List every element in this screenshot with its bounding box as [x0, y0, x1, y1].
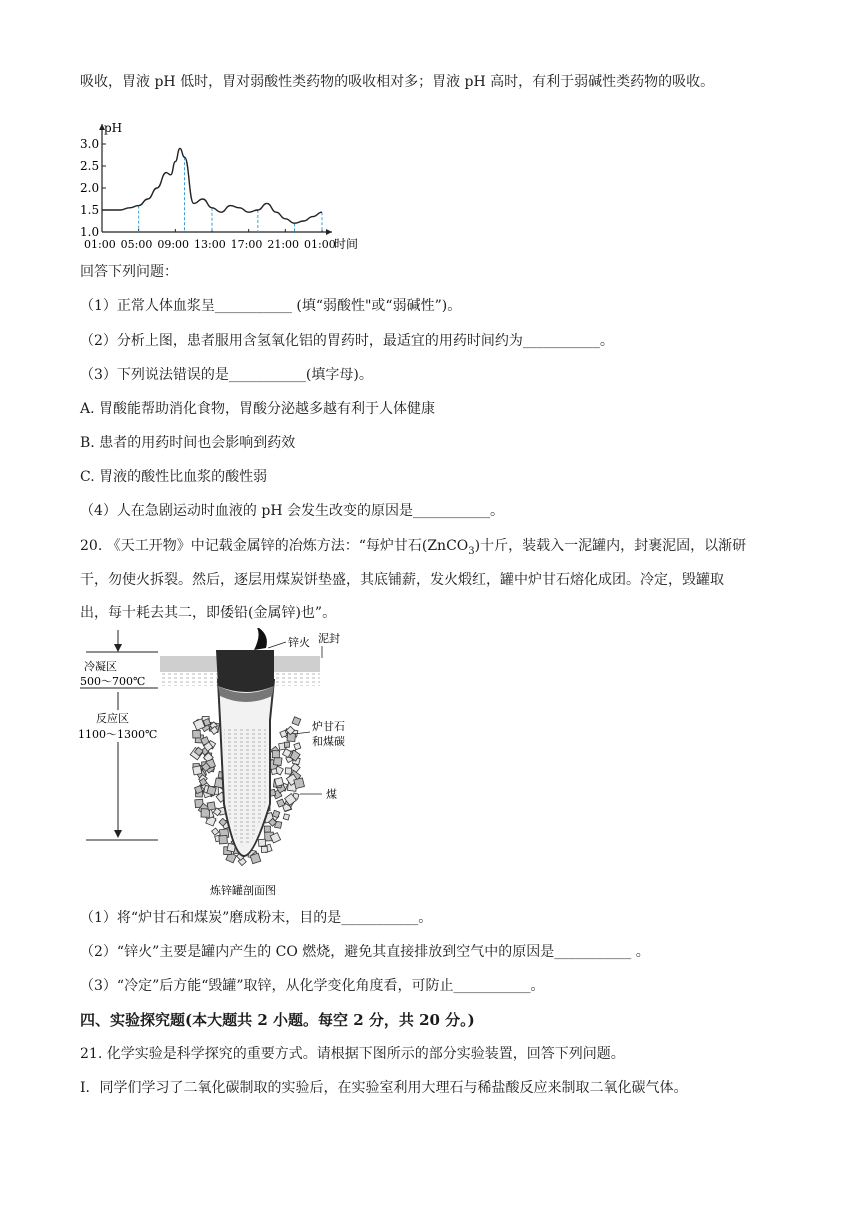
option-b: B. 患者的用药时间也会影响到药效	[80, 435, 296, 451]
x-tick-label: 05:00	[120, 238, 153, 251]
x-tick-label: 09:00	[157, 238, 190, 251]
coal-block	[193, 766, 202, 775]
y-tick-label: 1.0	[80, 225, 100, 239]
zinc-flame	[254, 628, 267, 650]
question-21: 21. 化学实验是科学探究的重要方式。请根据下图所示的部分实验装置，回答下列问题。	[80, 1046, 625, 1062]
x-tick-label: 13:00	[194, 238, 226, 251]
label-coal: 煤	[326, 788, 337, 801]
coal-block	[193, 730, 201, 738]
x-axis-arrow	[326, 229, 332, 235]
coal-block	[264, 826, 270, 832]
y-tick-label: 2.0	[80, 181, 100, 195]
y-tick-label: 2.5	[80, 159, 100, 173]
coal-block	[271, 768, 277, 774]
coal-block	[272, 751, 279, 758]
coal-block	[259, 839, 266, 846]
question-20-1: （1）将“炉甘石和煤炭”磨成粉末，目的是___________。	[80, 910, 433, 926]
question-20-line-3: 出，每十耗去其二，即倭铅(金属锌)也”。	[80, 605, 337, 621]
x-tick-label: 01:00	[304, 238, 336, 251]
coal-block	[292, 717, 301, 726]
coal-block	[284, 742, 289, 747]
react-zone-label: 反应区	[96, 712, 129, 725]
coal-block	[273, 757, 282, 766]
section-4-heading: 四、实验探究题(本大题共 2 小题。每空 2 分，共 20 分。)	[80, 1011, 475, 1029]
q20-text-b: )十斤，装载入一泥罐内，封裹泥固，以渐研	[474, 538, 747, 554]
question-19-3: （3）下列说法错误的是___________(填字母)。	[80, 367, 373, 383]
question-19-4: （4）人在急剧运动时血液的 pH 会发生改变的原因是___________。	[80, 503, 504, 519]
coal-block	[212, 828, 219, 835]
x-tick-label: 21:00	[267, 238, 300, 251]
coal-block	[285, 768, 291, 774]
coal-block	[207, 802, 215, 810]
question-20-3: （3）“冷定”后方能“毁罐”取锌，从化学变化角度看，可防止___________。	[80, 978, 545, 994]
coal-block	[283, 814, 289, 820]
react-zone-temp: 1100～1300℃	[78, 728, 158, 741]
question-20-2: （2）“锌火”主要是罐内产生的 CO 燃烧，避免其直接排放到空气中的原因是___________ 。	[80, 944, 650, 960]
coal-block	[207, 786, 216, 795]
jar-lid	[216, 650, 274, 692]
x-axis-label: 时间	[334, 237, 359, 251]
q20-subscript: 3	[468, 545, 475, 557]
intro-line: 吸收，胃液 pH 低时，胃对弱酸性类药物的吸收相对多；胃液 pH 高时，有利于弱碱性类药物的吸收。	[80, 74, 715, 90]
coal-block	[219, 835, 227, 843]
question-19-2: （2）分析上图，患者服用含氢氧化铝的胃药时，最适宜的用药时间约为___________。	[80, 333, 614, 349]
coal-block	[294, 743, 301, 750]
figure-caption: 炼锌罐剖面图	[210, 884, 276, 897]
y-tick-label: 3.0	[80, 137, 100, 151]
ph-series-line	[102, 148, 322, 223]
question-20-line-2: 干，勿使火拆裂。然后，逐层用煤炭饼垫盛，其底铺薪，发火煅红，罐中炉甘石熔化成团。冷定，毁罐取	[80, 572, 724, 588]
question-20-line-1	[80, 536, 746, 562]
question-19-1: （1）正常人体血浆呈___________ (填“弱酸性"或“弱碱性”)。	[80, 298, 462, 314]
label-zinc-fire: 锌火	[288, 636, 310, 649]
question-21-part-1: Ⅰ．同学们学习了二氧化碳制取的实验后，在实验室利用大理石与稀盐酸反应来制取二氧化碳气体。	[80, 1080, 688, 1096]
y-axis-label: pH	[104, 121, 123, 135]
q20-text-a: 20. 《天工开物》中记载金属锌的冶炼方法：“每炉甘石(ZnCO	[80, 538, 469, 554]
answer-prompt: 回答下列问题：	[80, 264, 178, 280]
zinc-furnace-diagram	[78, 628, 368, 900]
label-ore-1: 炉甘石	[312, 720, 345, 733]
option-a: A. 胃酸能帮助消化食物，胃酸分泌越多越有利于人体健康	[80, 401, 436, 417]
cond-zone-temp: 500～700℃	[80, 675, 146, 688]
coal-block	[261, 846, 267, 852]
x-tick-label: 17:00	[230, 238, 263, 251]
label-mud-seal: 泥封	[318, 632, 340, 645]
coal-block	[294, 778, 305, 789]
label-ore-2: 和煤碳	[312, 735, 345, 748]
option-c: C. 胃液的酸性比血浆的酸性弱	[80, 469, 268, 485]
ph-line-chart	[78, 110, 378, 260]
cond-zone-label: 冷凝区	[84, 660, 117, 673]
x-tick-label: 01:00	[84, 238, 116, 251]
coal-block	[275, 778, 284, 787]
y-tick-label: 1.5	[80, 203, 100, 217]
